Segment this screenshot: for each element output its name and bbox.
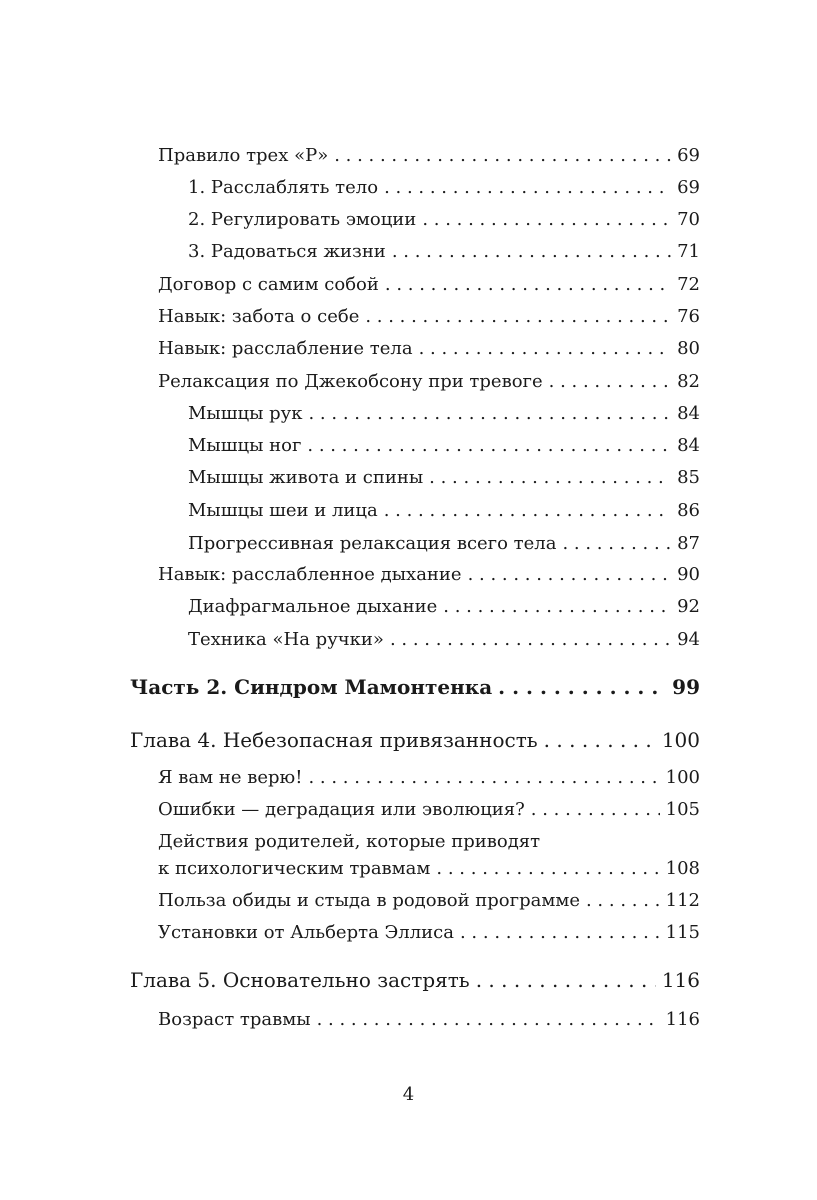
toc-entry-title: Мышцы ног <box>188 435 302 456</box>
toc-entry <box>158 794 700 826</box>
toc-entry-title: Глава 5. Основательно застрять <box>130 968 470 992</box>
toc-entry-title: Установки от Альберта Эллиса <box>158 922 454 943</box>
toc-entry <box>158 853 700 885</box>
toc-entry-page: 116 <box>661 968 700 992</box>
toc-entry <box>158 762 700 794</box>
toc-entry-page: 112 <box>665 890 700 911</box>
toc-entry-page: 86 <box>677 500 700 521</box>
toc-entry-page: 72 <box>677 274 700 295</box>
toc-entry-page: 116 <box>665 1009 700 1030</box>
toc-entry-title: 3. Радоваться жизни <box>188 241 386 262</box>
toc-entry <box>158 301 700 333</box>
toc-entry <box>188 172 700 204</box>
toc-entry-page: 87 <box>677 533 700 554</box>
toc-entry-page: 100 <box>665 767 700 788</box>
toc-entry-title: Глава 4. Небезопасная привязанность <box>130 728 538 752</box>
dot-leader <box>307 430 671 462</box>
dot-leader <box>384 172 671 204</box>
dot-leader <box>476 964 656 996</box>
toc-entry-page: 70 <box>677 209 700 230</box>
toc-entry-title: Возраст травмы <box>158 1009 311 1030</box>
toc-entry <box>188 462 700 494</box>
toc-entry-title: Навык: забота о себе <box>158 306 360 327</box>
dot-leader <box>308 398 671 430</box>
dot-leader <box>436 853 659 885</box>
dot-leader <box>308 762 659 794</box>
toc-entry-page: 84 <box>677 435 700 456</box>
dot-leader <box>317 1004 660 1036</box>
toc-entry <box>158 559 700 591</box>
toc-entry-page: 71 <box>677 241 700 262</box>
dot-leader <box>365 301 671 333</box>
toc-entry <box>188 624 700 656</box>
toc-entry-title: Диафрагмальное дыхание <box>188 596 438 617</box>
toc-entry-title: Ошибки — деградация или эволюция? <box>158 799 525 820</box>
toc-entry-title: Навык: расслабленное дыхание <box>158 564 462 585</box>
toc-entry-title: Мышцы рук <box>188 403 303 424</box>
toc-entry-title-line1: Действия родителей, которые приводят <box>158 831 541 852</box>
dot-leader <box>443 591 671 623</box>
toc-entry-title: Я вам не верю! <box>158 767 303 788</box>
dot-leader <box>468 559 672 591</box>
toc-entry <box>158 366 700 398</box>
dot-leader <box>544 724 656 756</box>
toc-entry-page: 94 <box>677 629 700 650</box>
toc-entry <box>158 140 700 172</box>
toc-entry-title: Прогрессивная релаксация всего тела <box>188 533 557 554</box>
toc-entry-title: 2. Регулировать эмоции <box>188 209 417 230</box>
toc-entry <box>158 1004 700 1036</box>
dot-leader <box>392 236 671 268</box>
toc-entry-title: Договор с самим собой <box>158 274 379 295</box>
toc-entry-page: 84 <box>677 403 700 424</box>
toc-entry-page: 85 <box>677 467 700 488</box>
toc-entry-page: 69 <box>677 177 700 198</box>
dot-leader <box>419 333 672 365</box>
toc-entry-page: 80 <box>677 338 700 359</box>
toc-entry <box>188 430 700 462</box>
toc-entry-page: 100 <box>661 728 700 752</box>
dot-leader <box>586 885 660 917</box>
page-number: 4 <box>402 1084 415 1105</box>
toc-entry <box>158 269 700 301</box>
toc-entry <box>188 591 700 623</box>
toc-entry <box>188 398 700 430</box>
toc-entry-page: 108 <box>665 858 700 879</box>
toc-entry <box>188 236 700 268</box>
toc-entry-page: 105 <box>665 799 700 820</box>
dot-leader <box>562 528 671 560</box>
dot-leader <box>385 269 671 301</box>
toc-entry-title: Релаксация по Джекобсону при тревоге <box>158 371 543 392</box>
toc-entry-title: Часть 2. Синдром Мамонтенка <box>130 675 493 699</box>
dot-leader <box>460 917 660 949</box>
toc-entry-title: Польза обиды и стыда в родовой программе <box>158 890 580 911</box>
dot-leader <box>549 366 671 398</box>
toc-entry-page: 69 <box>677 145 700 166</box>
toc-entry-title: Мышцы шеи и лица <box>188 500 378 521</box>
toc-entry-page: 99 <box>672 675 700 699</box>
toc-entry-page: 90 <box>677 564 700 585</box>
toc-entry-title: 1. Расслаблять тело <box>188 177 379 198</box>
toc-entry-page: 76 <box>677 306 700 327</box>
toc-entry <box>158 333 700 365</box>
dot-leader <box>390 624 671 656</box>
toc-entry-page: 82 <box>677 371 700 392</box>
toc-part-heading <box>130 671 700 703</box>
toc-entry-title: к психологическим травмам <box>158 858 431 879</box>
toc-entry-title: Навык: расслабление тела <box>158 338 413 359</box>
dot-leader <box>334 140 671 172</box>
toc-entry <box>188 204 700 236</box>
toc-chapter-heading <box>130 724 700 756</box>
toc-chapter-heading <box>130 964 700 996</box>
dot-leader <box>498 671 666 703</box>
dot-leader <box>422 204 671 236</box>
toc-entry <box>158 917 700 949</box>
toc-entry-title: Техника «На ручки» <box>188 629 384 650</box>
dot-leader <box>531 794 660 826</box>
toc-entry-page: 115 <box>665 922 700 943</box>
toc-entry-title: Правило трех «Р» <box>158 145 329 166</box>
toc-entry <box>158 885 700 917</box>
toc-entry-title: Мышцы живота и спины <box>188 467 424 488</box>
dot-leader <box>384 495 671 527</box>
toc-entry <box>188 528 700 560</box>
dot-leader <box>429 462 671 494</box>
toc-entry-page: 92 <box>677 596 700 617</box>
toc-entry <box>188 495 700 527</box>
